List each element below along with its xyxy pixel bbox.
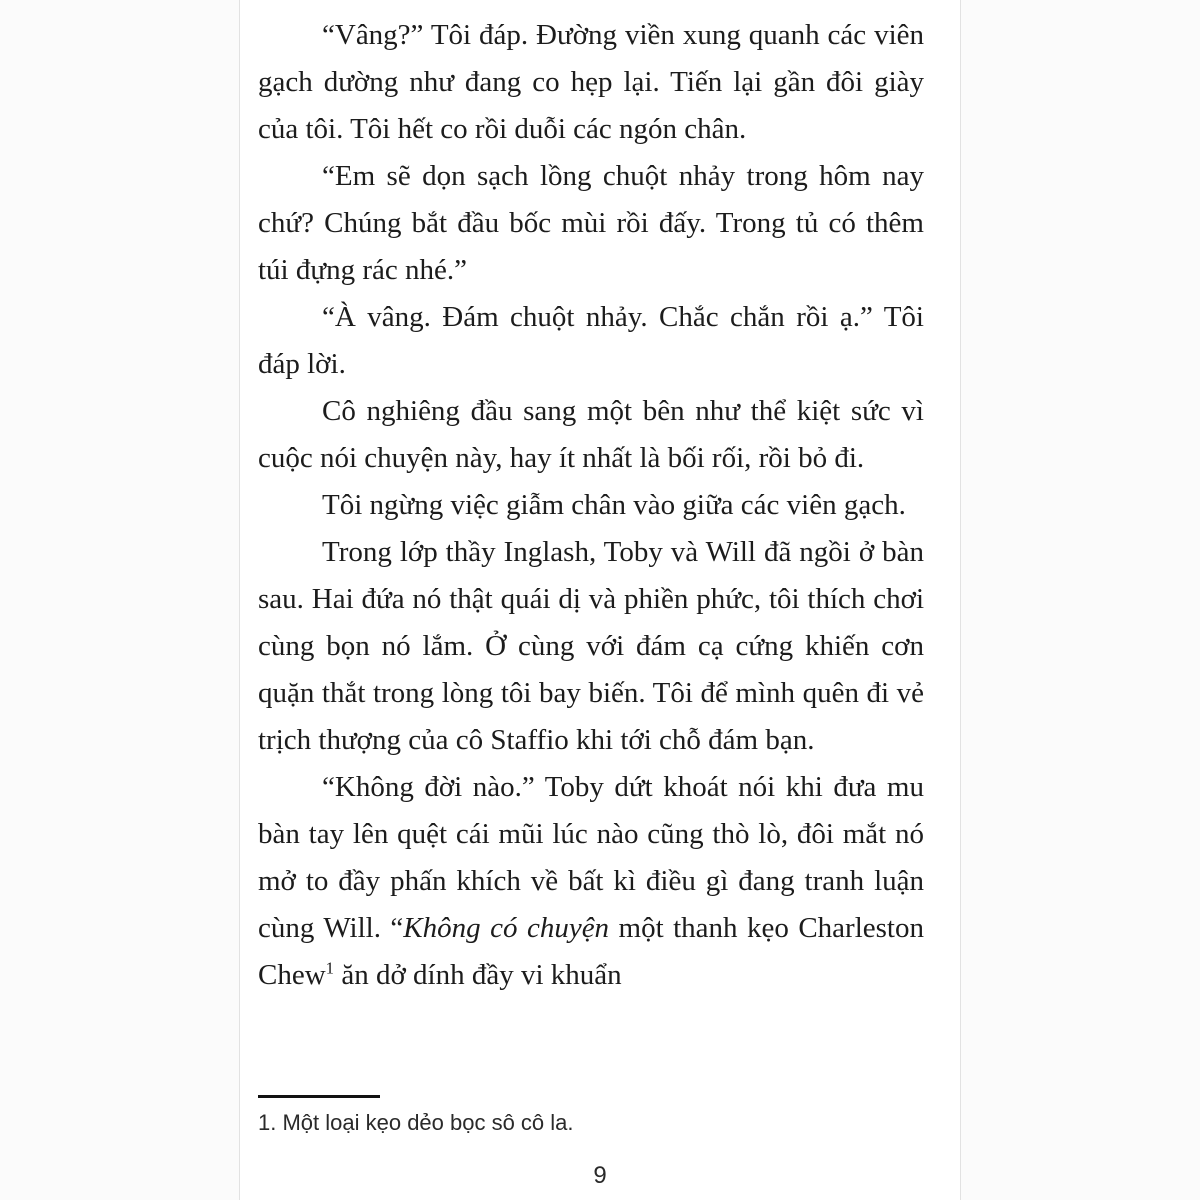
- paragraph-3: “À vâng. Đám chuột nhảy. Chắc chắn rồi ạ.” Tôi đáp lời.: [258, 301, 924, 380]
- paragraph-7: [258, 764, 924, 999]
- footnote: 1. Một loại kẹo dẻo bọc sô cô la.: [258, 1110, 574, 1135]
- text-segment: một thanh kẹo Charleston Chew: [258, 912, 924, 991]
- paragraph-5: Tôi ngừng việc giẫm chân vào giữa các viên gạch.: [322, 489, 906, 521]
- footnote-area: [258, 1095, 924, 1138]
- page-number: 9: [593, 1162, 607, 1189]
- book-page: [239, 0, 961, 1200]
- page-body: [240, 0, 960, 999]
- footnote-separator: [258, 1095, 380, 1098]
- text-segment-italic: Không có chuyện: [403, 912, 610, 944]
- paragraph-4: Cô nghiêng đầu sang một bên như thể kiệt sức vì cuộc nói chuyện này, hay ít nhất là bối rối, rồi bỏ đi.: [258, 395, 924, 474]
- paragraph-1: “Vâng?” Tôi đáp. Đường viền xung quanh các viên gạch dường như đang co hẹp lại. Tiến lại gần đôi giày của tôi. Tôi hết co rồi duỗi các ngón chân.: [258, 19, 924, 145]
- footnote-reference-marker: 1: [325, 958, 335, 978]
- text-segment: “Không đời nào.” Toby dứt khoát nói khi đưa mu bàn tay lên quệt cái mũi lúc nào cũng thò lò, đôi mắt nó mở to đầy phấn khích về bất kì điều gì đang tranh luận cùng Will. “: [258, 771, 924, 944]
- text-segment: ăn dở dính đầy vi khuẩn: [334, 959, 622, 991]
- paragraph-6: Trong lớp thầy Inglash, Toby và Will đã ngồi ở bàn sau. Hai đứa nó thật quái dị và phiền phức, tôi thích chơi cùng bọn nó lắm. Ở cùng với đám cạ cứng khiến cơn quặn thắt trong lòng tôi bay biến. Tôi để mình quên đi vẻ trịch thượng của cô Staffio khi tới chỗ đám bạn.: [258, 536, 924, 756]
- paragraph-2: “Em sẽ dọn sạch lồng chuột nhảy trong hôm nay chứ? Chúng bắt đầu bốc mùi rồi đấy. Trong tủ có thêm túi đựng rác nhé.”: [258, 160, 924, 286]
